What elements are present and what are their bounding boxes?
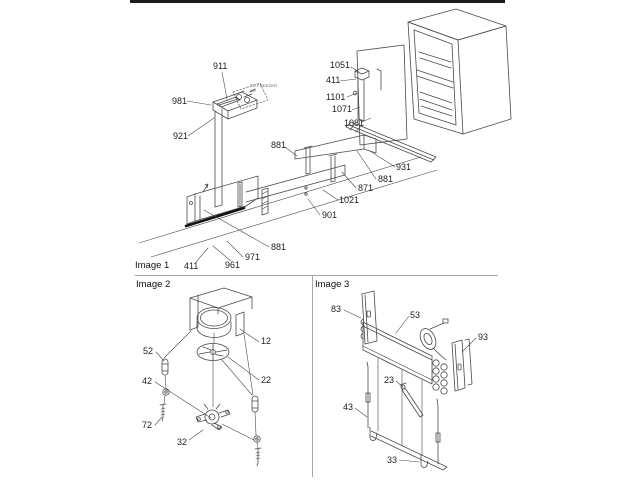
section-label-image2: Image 2 xyxy=(136,279,171,290)
part-callout-22: 22 xyxy=(261,375,272,385)
part-callout-23: 23 xyxy=(384,375,395,385)
part-callout-1101: 1101 xyxy=(326,92,346,102)
image3-drain-tray xyxy=(370,358,447,470)
wiring-note-line2: DR xyxy=(250,87,257,93)
image1-support-1051 xyxy=(353,68,381,121)
part-callout-871: 871 xyxy=(358,183,374,193)
image3-coil-stack xyxy=(433,360,447,394)
part-callout-42: 42 xyxy=(142,376,153,386)
image2-fan-bracket xyxy=(190,288,252,338)
part-callout-1051: 1051 xyxy=(330,60,351,70)
part-callout-12: 12 xyxy=(261,336,272,346)
image2-right-hardware xyxy=(252,396,261,466)
image2-construction-lines xyxy=(164,331,258,448)
part-callout-881b: 881 xyxy=(378,174,394,184)
image1-base-bracket xyxy=(186,176,268,226)
part-callout-1071: 1071 xyxy=(332,104,353,114)
part-callout-921: 921 xyxy=(173,131,189,141)
section-label-image1: Image 1 xyxy=(135,260,170,271)
image1-column-921 xyxy=(215,109,222,207)
part-callout-43: 43 xyxy=(343,402,354,412)
image1-rail-931 xyxy=(346,122,436,162)
part-callout-1021: 1021 xyxy=(339,195,360,205)
part-callout-83: 83 xyxy=(331,304,342,314)
image1-refrigerator-cabinet xyxy=(408,9,511,134)
part-callout-93: 93 xyxy=(478,332,489,342)
part-callout-411a: 411 xyxy=(326,75,341,85)
part-callout-72: 72 xyxy=(142,420,153,430)
part-callout-961: 961 xyxy=(225,260,241,270)
part-callout-1081: 1081 xyxy=(344,118,365,128)
section-label-image3: Image 3 xyxy=(315,279,350,290)
part-callout-33: 33 xyxy=(387,455,398,465)
part-callout-53: 53 xyxy=(410,310,421,320)
part-callout-911: 911 xyxy=(213,61,228,71)
image3-right-plate xyxy=(452,339,472,391)
part-callout-901: 901 xyxy=(322,210,338,220)
section-divider-horizontal xyxy=(135,275,498,276)
image2-fan-blade xyxy=(197,344,229,361)
part-callout-52: 52 xyxy=(143,346,154,356)
part-callout-881c: 881 xyxy=(271,242,287,252)
image1-side-panel xyxy=(357,45,407,145)
part-callout-881a: 881 xyxy=(271,140,287,150)
image3-leader-lines xyxy=(344,310,476,462)
image3-thermostat-clip xyxy=(400,383,423,417)
image3-heater-rods xyxy=(366,362,440,464)
image1-projection-lines xyxy=(139,157,437,257)
image3-left-plate xyxy=(362,291,377,344)
part-callout-411b: 411 xyxy=(184,261,199,271)
part-callout-981: 981 xyxy=(172,96,188,106)
image2-leader-lines xyxy=(155,329,259,440)
section-divider-vertical xyxy=(312,276,313,477)
wiring-note-line1: TO FREEZER xyxy=(250,83,278,88)
image2-fan-motor xyxy=(196,404,230,430)
part-callout-931: 931 xyxy=(396,162,412,172)
part-callout-971: 971 xyxy=(245,252,261,262)
wiring-note xyxy=(250,84,277,93)
part-callout-32: 32 xyxy=(177,437,188,447)
